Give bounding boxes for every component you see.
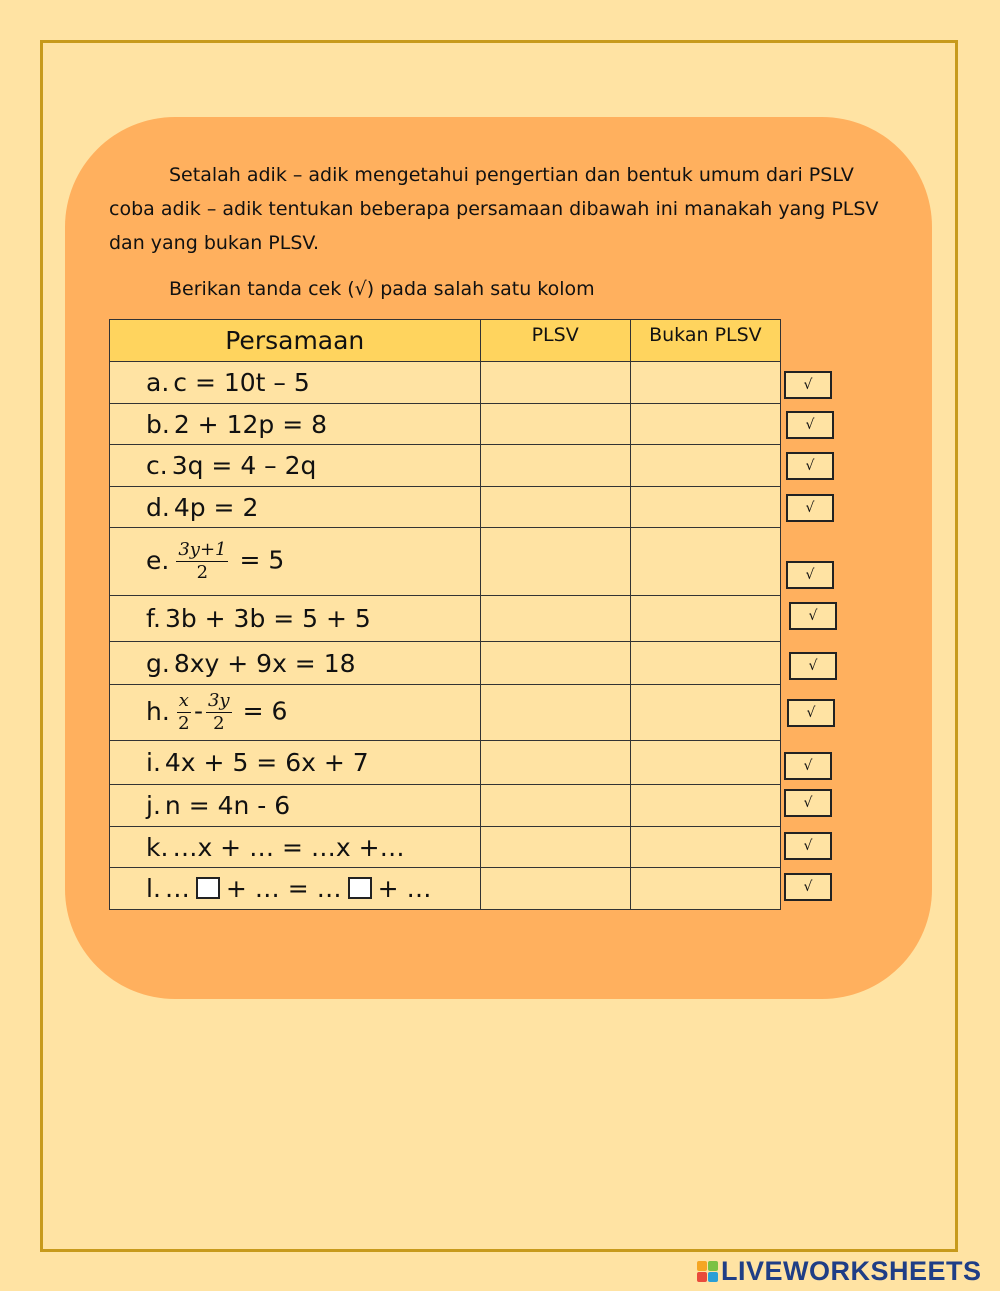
plsv-cell[interactable] bbox=[480, 362, 630, 404]
blank-box-icon bbox=[196, 877, 220, 899]
equation-g: g. 8xy + 9x = 18 bbox=[110, 642, 481, 685]
check-mark-draggable[interactable]: √ bbox=[784, 371, 832, 399]
equation-i: i. 4x + 5 = 6x + 7 bbox=[110, 741, 481, 785]
equation-l: l. … + … = … + … bbox=[110, 868, 481, 910]
table-row bbox=[110, 445, 781, 487]
bukan-plsv-cell[interactable] bbox=[630, 741, 780, 785]
fraction: $\frac{3y}{2}$ bbox=[207, 690, 230, 734]
check-mark-draggable[interactable]: √ bbox=[787, 699, 835, 727]
liveworksheets-mark-icon bbox=[697, 1261, 718, 1282]
instruction-text: Berikan tanda cek (√) pada salah satu kolom bbox=[169, 278, 595, 300]
plsv-cell[interactable] bbox=[480, 785, 630, 827]
bukan-plsv-cell[interactable] bbox=[630, 785, 780, 827]
table-row bbox=[110, 685, 781, 741]
plsv-cell[interactable] bbox=[480, 528, 630, 596]
check-mark-draggable[interactable]: √ bbox=[784, 832, 832, 860]
plsv-cell[interactable] bbox=[480, 642, 630, 685]
equation-e: e. $\frac{3y+1}{2}$ = 5 bbox=[110, 528, 481, 596]
equation-j: j. n = 4n - 6 bbox=[110, 785, 481, 827]
equation-d: d. 4p = 2 bbox=[110, 487, 481, 528]
header-plsv: PLSV bbox=[480, 320, 630, 362]
plsv-cell[interactable] bbox=[480, 827, 630, 868]
plsv-cell[interactable] bbox=[480, 741, 630, 785]
intro-paragraph: Setalah adik – adik mengetahui pengertian dan bentuk umum dari PSLV coba adik – adik tentukan beberapa persamaan dibawah ini manakah yang PLSV dan yang bukan PLSV. bbox=[109, 164, 879, 254]
bukan-plsv-cell[interactable] bbox=[630, 445, 780, 487]
equation-a: a. c = 10t – 5 bbox=[110, 362, 481, 404]
table-row bbox=[110, 528, 781, 596]
equation-h: h. $\frac{x}{2}$ - $\frac{3y}{2}$ = 6 bbox=[110, 685, 481, 741]
check-mark-draggable[interactable]: √ bbox=[786, 561, 834, 589]
table-row bbox=[110, 404, 781, 445]
table-row bbox=[110, 741, 781, 785]
equation-table bbox=[109, 319, 781, 910]
table-row bbox=[110, 362, 781, 404]
header-persamaan: Persamaan bbox=[110, 320, 481, 362]
bukan-plsv-cell[interactable] bbox=[630, 827, 780, 868]
bukan-plsv-cell[interactable] bbox=[630, 642, 780, 685]
bukan-plsv-cell[interactable] bbox=[630, 868, 780, 910]
check-mark-draggable[interactable]: √ bbox=[784, 873, 832, 901]
brand-name: LIVEWORKSHEETS bbox=[721, 1256, 982, 1286]
check-mark-draggable[interactable]: √ bbox=[786, 452, 834, 480]
table-row bbox=[110, 827, 781, 868]
equation-f: f. 3b + 3b = 5 + 5 bbox=[110, 596, 481, 642]
fraction: $\frac{x}{2}$ bbox=[178, 690, 190, 734]
plsv-cell[interactable] bbox=[480, 868, 630, 910]
table-row bbox=[110, 642, 781, 685]
equation-b: b. 2 + 12p = 8 bbox=[110, 404, 481, 445]
blank-box-icon bbox=[348, 877, 372, 899]
table-row bbox=[110, 868, 781, 910]
equation-k: k. …x + … = …x +… bbox=[110, 827, 481, 868]
plsv-cell[interactable] bbox=[480, 445, 630, 487]
plsv-cell[interactable] bbox=[480, 487, 630, 528]
check-mark-draggable[interactable]: √ bbox=[786, 494, 834, 522]
plsv-cell[interactable] bbox=[480, 404, 630, 445]
table-row bbox=[110, 785, 781, 827]
bukan-plsv-cell[interactable] bbox=[630, 487, 780, 528]
plsv-cell[interactable] bbox=[480, 685, 630, 741]
plsv-cell[interactable] bbox=[480, 596, 630, 642]
liveworksheets-logo bbox=[697, 1256, 982, 1287]
table-row bbox=[110, 596, 781, 642]
bukan-plsv-cell[interactable] bbox=[630, 528, 780, 596]
check-mark-draggable[interactable]: √ bbox=[789, 602, 837, 630]
equation-c: c. 3q = 4 – 2q bbox=[110, 445, 481, 487]
check-mark-draggable[interactable]: √ bbox=[784, 752, 832, 780]
check-mark-draggable[interactable]: √ bbox=[784, 789, 832, 817]
bukan-plsv-cell[interactable] bbox=[630, 685, 780, 741]
table-row bbox=[110, 487, 781, 528]
header-bukan-plsv: Bukan PLSV bbox=[630, 320, 780, 362]
fraction: $\frac{3y+1}{2}$ bbox=[178, 539, 227, 583]
bukan-plsv-cell[interactable] bbox=[630, 404, 780, 445]
bukan-plsv-cell[interactable] bbox=[630, 596, 780, 642]
check-mark-draggable[interactable]: √ bbox=[789, 652, 837, 680]
bukan-plsv-cell[interactable] bbox=[630, 362, 780, 404]
check-mark-draggable[interactable]: √ bbox=[786, 411, 834, 439]
table-header-row bbox=[110, 320, 781, 362]
